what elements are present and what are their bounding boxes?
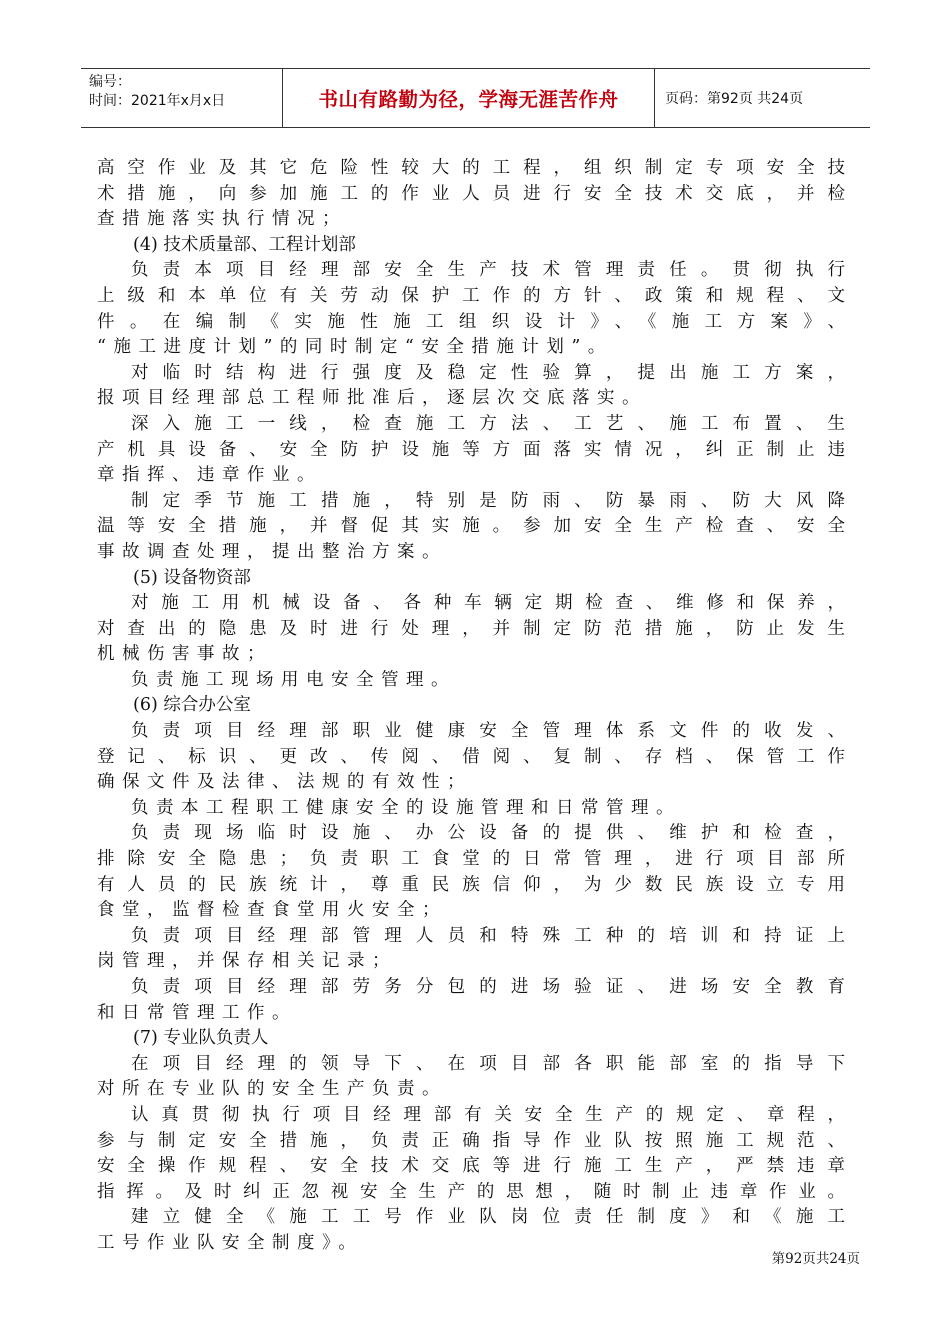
paragraph-line: 温等安全措施，并督促其实施。参加安全生产检查、安全 (97, 516, 845, 537)
paragraph-line: 指挥。及时纠正忽视安全生产的思想，随时制止违章作业。 (97, 1181, 845, 1202)
paragraph-line: 认真贯彻执行项目经理部有关安全生产的规定、章程， (131, 1104, 845, 1125)
paragraph-line: 报项目经理部总工程师批准后，逐层次交底落实。 (97, 388, 647, 409)
paragraph-line: 负责项目经理部职业健康安全管理体系文件的收发、 (131, 721, 845, 742)
paragraph-line: (6) 综合办公室 (133, 695, 251, 716)
paragraph-line: 岗管理，并保存相关记录； (97, 951, 397, 972)
paragraph-line: 机械伤害事故； (97, 644, 272, 665)
paragraph-line: 对查出的隐患及时进行处理，并制定防范措施，防止发生 (97, 618, 845, 639)
paragraph-line: 有人员的民族统计，尊重民族信仰，为少数民族设立专用 (97, 874, 845, 895)
header-meta (81, 69, 283, 127)
paragraph-line: 在项目经理的领导下、在项目部各职能部室的指导下 (131, 1053, 845, 1074)
document-body (97, 156, 845, 1257)
paragraph-line: 食堂，监督检查食堂用火安全； (97, 900, 447, 921)
paragraph-line: 负责本项目经理部安全生产技术管理责任。贯彻执行 (131, 260, 845, 281)
paragraph-line: 章指挥、违章作业。 (97, 465, 322, 486)
paragraph-line: 深入施工一线，检查施工方法、工艺、施工布置、生 (131, 413, 845, 434)
document-number-label: 编号： (89, 74, 131, 90)
paragraph-line: 查措施落实执行情况； (97, 209, 347, 230)
paragraph-line: 负责本工程职工健康安全的设施管理和日常管理。 (131, 797, 681, 818)
paragraph-line: 和日常管理工作。 (97, 1002, 297, 1023)
paragraph-line: 对所在专业队的安全生产负责。 (97, 1079, 447, 1100)
paragraph-line: 登记、标识、更改、传阅、借阅、复制、存档、保管工作 (97, 746, 845, 767)
paragraph-line: 事故调查处理，提出整治方案。 (97, 541, 447, 562)
paragraph-line: 负责施工现场用电安全管理。 (131, 669, 456, 690)
paragraph-line: 对施工用机械设备、各种车辆定期检查、维修和保养， (131, 593, 845, 614)
paragraph-line: 确保文件及法律、法规的有效性； (97, 772, 472, 793)
header-motto: 书山有路勤为径，学海无涯苦作舟 (283, 69, 655, 127)
paragraph-line: 负责项目经理部管理人员和特殊工种的培训和持证上 (131, 925, 845, 946)
paragraph-line: 制定季节施工措施，特别是防雨、防暴雨、防大风降 (131, 490, 845, 511)
paragraph-line: 负责现场临时设施、办公设备的提供、维护和检查， (131, 823, 845, 844)
paragraph-line: (7) 专业队负责人 (133, 1028, 269, 1049)
paragraph-line: 排除安全隐患；负责职工食堂的日常管理，进行项目部所 (97, 849, 845, 870)
paragraph-line: (4) 技术质量部、工程计划部 (133, 234, 356, 255)
page-header (81, 68, 870, 128)
paragraph-line: 产机具设备、安全防护设施等方面落实情况，纠正制止违 (97, 439, 845, 460)
paragraph-line: 上级和本单位有关劳动保护工作的方针、政策和规程、文 (97, 285, 845, 306)
paragraph-line: 对临时结构进行强度及稳定性验算，提出施工方案， (131, 362, 845, 383)
paragraph-line: 件。在编制《实施性施工组织设计》、《施工方案》、 (97, 311, 845, 332)
paragraph-line: (5) 设备物资部 (133, 567, 251, 588)
paragraph-line: 参与制定安全措施，负责正确指导作业队按照施工规范、 (97, 1130, 845, 1151)
paragraph-line: 负责项目经理部劳务分包的进场验证、进场安全教育 (131, 977, 845, 997)
page-footer: 第92页共24页 (771, 1251, 860, 1267)
paragraph-line: 工号作业队安全制度》。 (97, 1232, 364, 1253)
paragraph-line: 安全操作规程、安全技术交底等进行施工生产，严禁违章 (97, 1156, 845, 1177)
paragraph-line: “施工进度计划”的同时制定“安全措施计划”。 (97, 337, 613, 358)
paragraph-line: 高空作业及其它危险性较大的工程，组织制定专项安全技 (97, 158, 845, 178)
paragraph-line: 建立健全《施工工号作业队岗位责任制度》和《施工 (131, 1207, 845, 1228)
document-time-label: 时间：2021年x月x日 (89, 93, 226, 109)
paragraph-line: 术措施，向参加施工的作业人员进行安全技术交底，并检 (97, 183, 845, 204)
header-page-info: 页码：第92页 共24页 (665, 91, 804, 107)
